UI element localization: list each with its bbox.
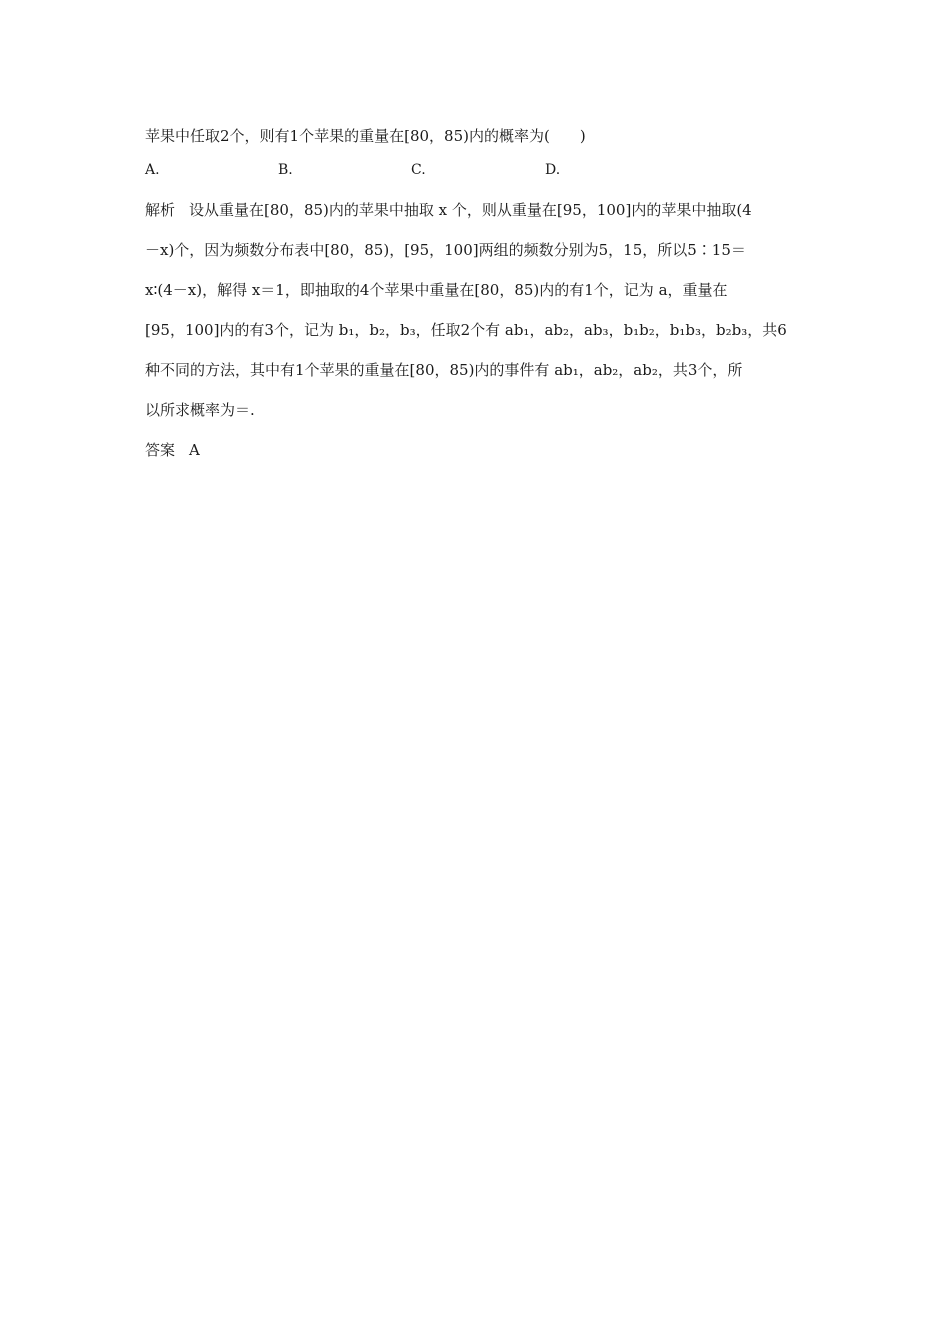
option-a: A. [145,162,160,178]
answer-section [145,430,809,470]
answer-label: 答案 [145,441,176,459]
document-page [145,120,809,470]
analysis-line-6: 以所求概率为＝. [145,401,255,419]
analysis-label: 解析 [145,201,176,219]
answer-value: A [189,441,200,459]
analysis-line-3: x∶(4－x)，解得 x＝1，即抽取的4个苹果中重量在[80，85)内的有1个，记为 a，重量在 [145,281,728,299]
analysis-text-1: 设从重量在[80，85)内的苹果中抽取 x 个，则从重量在[95，100]内的苹果中抽取(4 [189,201,752,219]
analysis-line-1 [145,190,809,230]
option-b: B. [278,162,293,178]
analysis-line-4: [95，100]内的有3个，记为 b₁，b₂，b₃，任取2个有 ab₁，ab₂，ab₃，b₁b₂，b₁b₃，b₂b₃，共6 [145,321,787,339]
answer-options [145,160,809,180]
option-d: D. [545,162,561,178]
option-c: C. [411,162,426,178]
analysis-line-5: 种不同的方法，其中有1个苹果的重量在[80，85)内的事件有 ab₁，ab₂，ab₂，共3个，所 [145,361,743,379]
question-text: 苹果中任取2个，则有1个苹果的重量在[80，85)内的概率为( ) [145,127,586,145]
answer-line [145,430,809,470]
analysis-section [145,190,809,430]
analysis-line-2: －x)个，因为频数分布表中[80，85)，[95，100]两组的频数分别为5，15，所以5∶15＝ [145,241,746,259]
